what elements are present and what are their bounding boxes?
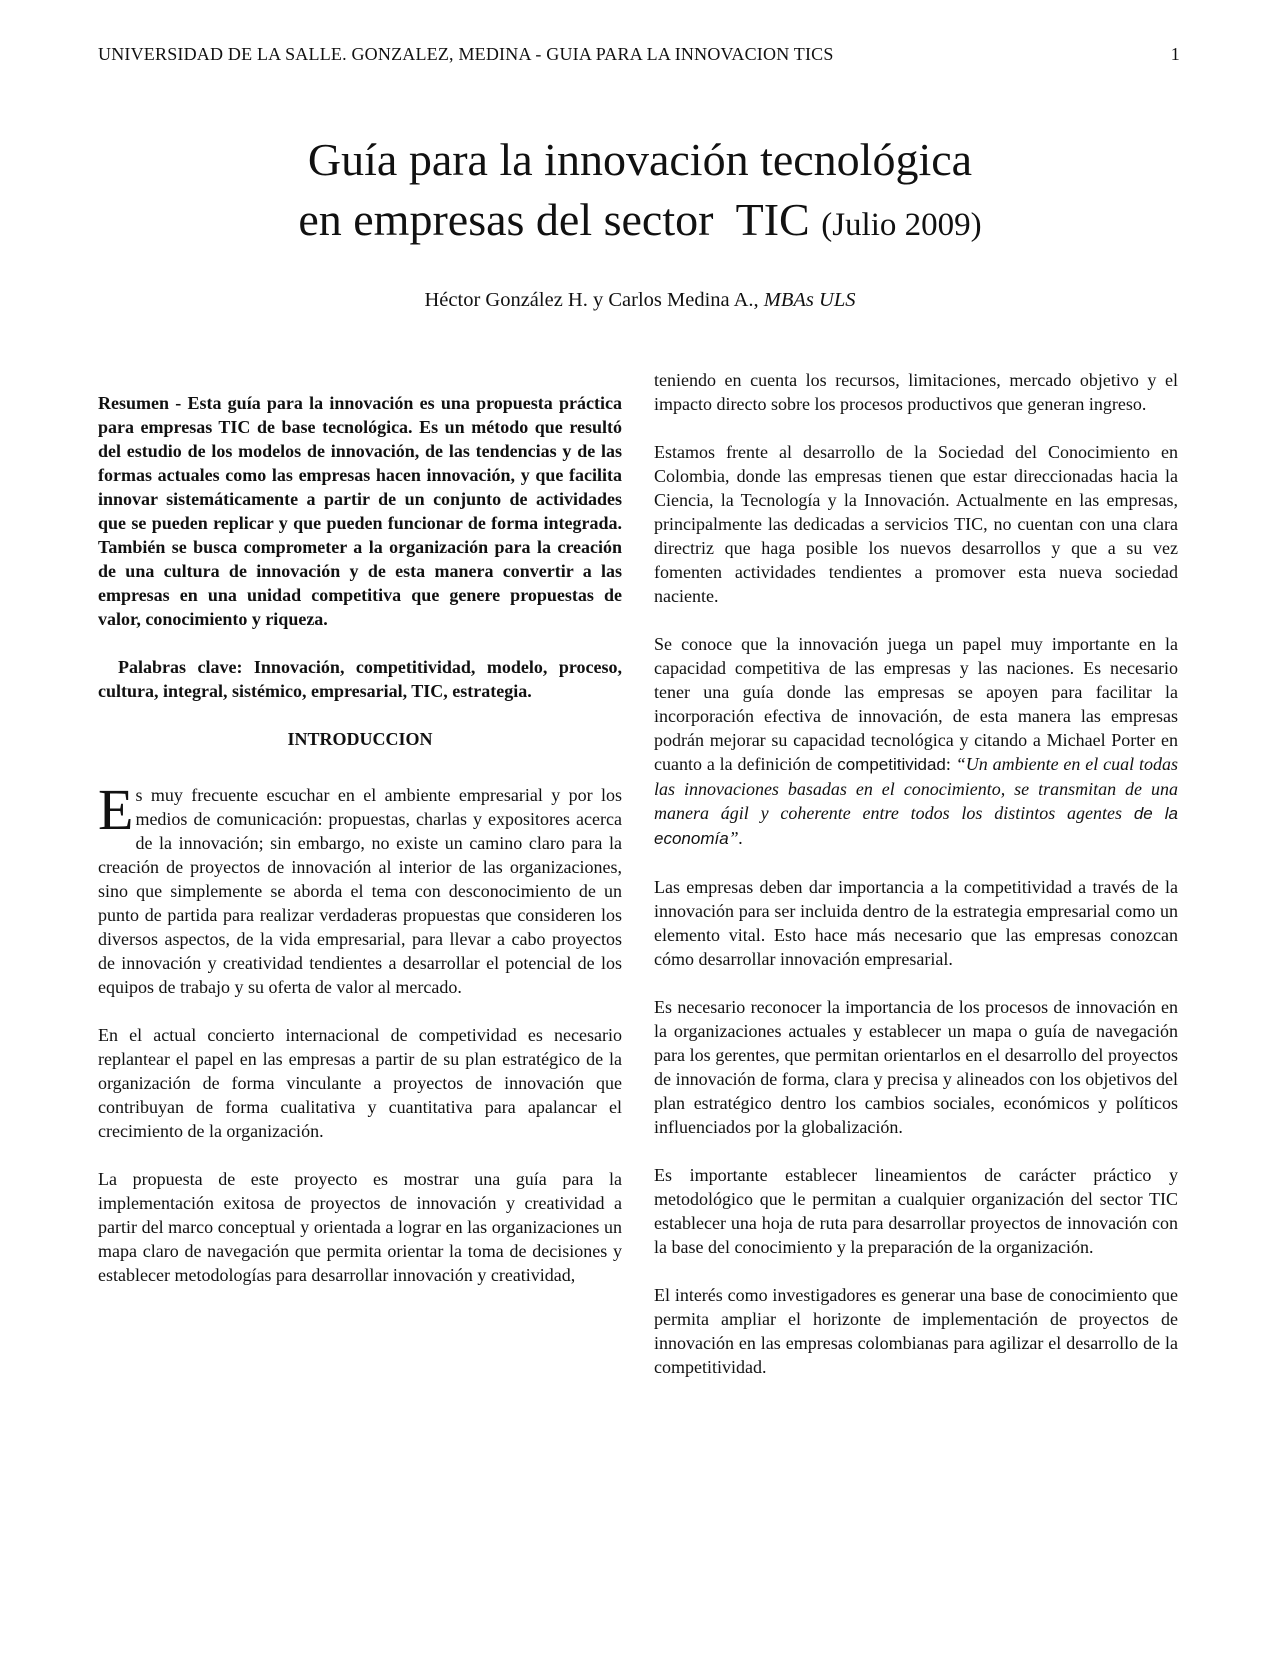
drop-cap: E — [98, 777, 134, 842]
paper-title — [0, 130, 1280, 255]
right-paragraph-1: teniendo en cuenta los recursos, limitaciones, mercado objetivo y el impacto directo sobre los procesos productivos que generan ingreso. — [654, 370, 1178, 414]
right-paragraph-5: Es necesario reconocer la importancia de los procesos de innovación en la organizaciones actuales y establecer un mapa o guía de navegación para los gerentes, que permitan orientarlos en el desarrollo del proyectos de innovación de forma, clara y precisa y alineados con los objetivos del plan estratégico dentro los cambios sociales, económicos y políticos influenciados por la globalización. — [654, 997, 1178, 1137]
abstract: Resumen - Esta guía para la innovación es una propuesta práctica para empresas TIC de base tecnológica. Es un método que resultó del estudio de los modelos de innovación, de las tendencias y de las formas actuales como las empresas hacen innovación, y que facilita innovar sistemáticamente a partir de un conjunto de actividades que se pueden replicar y que pueden funcionar de forma integrada. También se busca comprometer a la organización para la creación de una cultura de innovación y de esta manera convertir a las empresas en una unidad competitiva que genere propuestas de valor, conocimiento y riqueza. — [98, 393, 622, 629]
running-header — [98, 44, 1180, 65]
right-paragraph-4: Las empresas deben dar importancia a la competitividad a través de la innovación para ser incluida dentro de la estrategia empresarial como un elemento vital. Esto hace más necesario que las empresas conozcan cómo desarrollar innovación empresarial. — [654, 877, 1178, 969]
right-paragraph-7: El interés como investigadores es generar una base de conocimiento que permita ampliar el horizonte de implementación de proyectos de innovación en las empresas colombianas para agilizar el desarrollo de la competitividad. — [654, 1285, 1178, 1377]
title-line-2 — [0, 190, 1280, 255]
intro-paragraph — [98, 777, 622, 999]
right-paragraph-6: Es importante establecer lineamientos de carácter práctico y metodológico que le permitan a cualquier organización del sector TIC establecer una hoja de ruta para desarrollar proyectos de innovación con la base del conocimiento y la preparación de la organización. — [654, 1165, 1178, 1257]
left-column — [98, 391, 622, 1311]
right-column — [654, 368, 1178, 1403]
title-line-1: Guía para la innovación tecnológica — [307, 134, 973, 185]
keywords: Palabras clave: Innovación, competitividad, modelo, proceso, cultura, integral, sistémico, empresarial, TIC, estrategia. — [98, 657, 622, 701]
left-paragraph-2: En el actual concierto internacional de competividad es necesario replantear el papel en las empresas a partir de su plan estratégico de la organización de forma vinculante a proyectos de innovación que contribuyan de forma cualitativa y cuantitativa para apalancar el crecimiento de la organización. — [98, 1025, 622, 1141]
porter-quote-close: ”. — [728, 828, 744, 848]
title-line-2-main: en empresas del sector TIC — [298, 194, 822, 245]
right-paragraph-2: Estamos frente al desarrollo de la Sociedad del Conocimiento en Colombia, donde las empresas tienen que estar direccionadas hacia la Ciencia, la Tecnología y la Innovación. Actualmente en las empresas, principalmente las dedicadas a servicios TIC, no cuentan con una clara directriz que haga posible los nuevos desarrollos y que a su vez fomenten actividades tendientes a promover esta nueva sociedad naciente. — [654, 442, 1178, 606]
term-colon: : — [945, 754, 956, 774]
right-paragraph-3 — [654, 632, 1178, 851]
section-title-introduccion: INTRODUCCION — [287, 729, 433, 749]
author-line — [0, 289, 1280, 312]
porter-quote-end: de la economía — [654, 804, 1178, 848]
author-names: Héctor González H. y Carlos Medina A., — [424, 289, 764, 311]
porter-quote: “Un ambiente en el cual todas las innovaciones basadas en el conocimiento, se transmitan de una manera ágil y coherente entre todos los distintos agentes — [654, 754, 1178, 823]
author-affiliation: MBAs ULS — [763, 289, 856, 311]
left-paragraph-3: La propuesta de este proyecto es mostrar una guía para la implementación exitosa de proyectos de innovación y creatividad a partir del marco conceptual y orientada a lograr en las organizaciones un mapa claro de navegación que permita orientar la toma de decisiones y establecer metodologías para desarrollar innovación y creatividad, — [98, 1169, 622, 1285]
intro-paragraph-text: s muy frecuente escuchar en el ambiente empresarial y por los medios de comunicación: propuestas, charlas y expositores acerca de la innovación; sin embargo, no existe un camino claro para la creación de proyectos de innovación al interior de las organizaciones, sino que simplemente se aborda el tema con desconocimiento de un punto de partida para realizar verdaderas propuestas que consideren los diversos aspectos, de la vida empresarial, para llevar a cabo proyectos de innovación y creatividad tendientes a desarrollar el potencial de los equipos de trabajo y su oferta de valor al mercado. — [98, 785, 622, 997]
page-number: 1 — [1170, 44, 1180, 64]
title-date: (Julio 2009) — [821, 207, 982, 243]
competitividad-term: competitividad — [837, 755, 946, 774]
porter-paragraph-text: Se conoce que la innovación juega un papel muy importante en la capacidad competitiva de las empresas y las naciones. Es necesario tener una guía donde las empresas se apoyen para facilitar la incorporación efectiva de innovación, de esta manera las empresas podrán mejorar su capacidad tecnológica y citando a Michael Porter en cuanto a la definición de — [654, 634, 1178, 774]
running-title: UNIVERSIDAD DE LA SALLE. GONZALEZ, MEDINA - GUIA PARA LA INNOVACION TICS — [98, 44, 834, 64]
